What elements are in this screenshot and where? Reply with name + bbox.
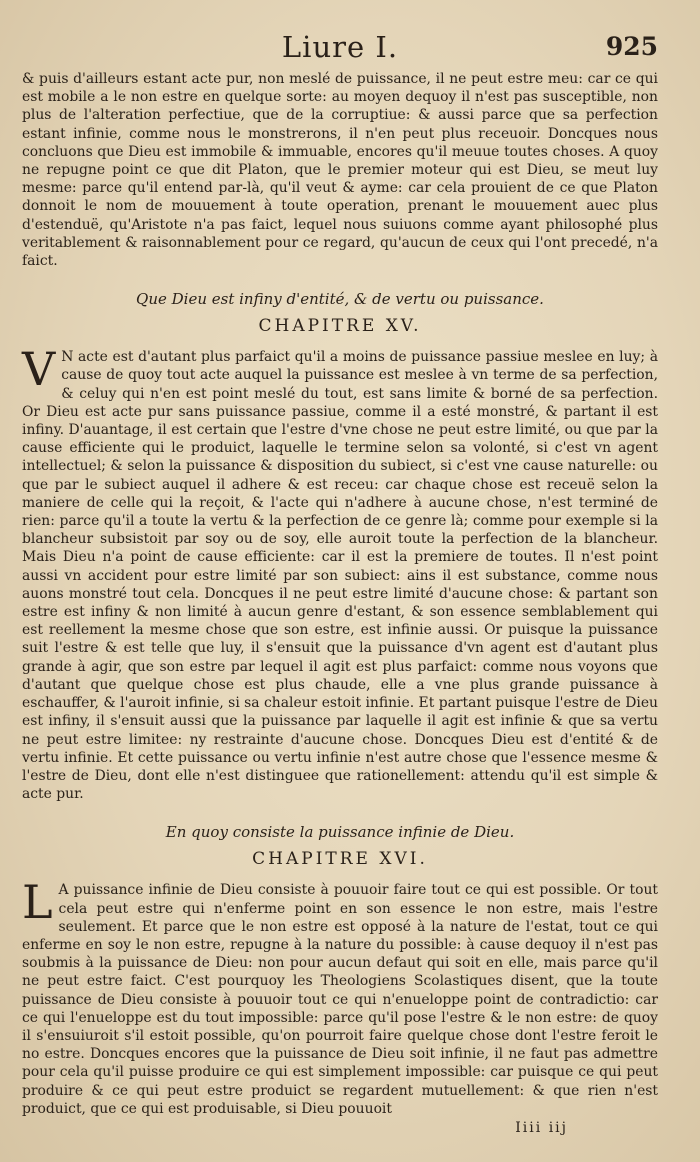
running-title: Liure I. bbox=[281, 30, 399, 64]
paragraph-continued: & puis d'ailleurs estant acte pur, non meslé de puissance, il ne peut estre meu: car ce qui est mobile a le non estre en quelque sorte: au moyen dequoy il n'est pas susceptible, non plus de l'alteration perfectiue, que de la corruptiue: & aussi parce que sa perfection estant infinie, comme nous le monstrerons, il n'en peut plus receuoir. Doncques nous concluons que Dieu est immobile & immuable, encores qu'il meuue toutes choses. A quoy ne repugne point ce que dit Platon, que le premier moteur qui est Dieu, se meut luy mesme: parce qu'il entend par-là, qu'il veut & ayme: car cela prouient de ce que Platon donnoit le nom de mouuement à toute operation, prenant le mouuement auec plus d'estenduë, qu'Aristote n'a pas faict, lequel nous suiuons comme ayant philosophé plus veritablement & raisonnablement pour ce regard, qu'aucun de ceux qui l'ont precedé, n'a faict. bbox=[22, 71, 658, 270]
chapter-xv-heading: CHAPITRE XV. bbox=[258, 316, 422, 337]
dropcap-l: L bbox=[22, 875, 53, 930]
chapter-xv-text: N acte est d'autant plus parfaict qu'il a moins de puissance passiue meslee en luy; à cause de quoy tout acte auquel la puissance est meslee à vn terme de sa perfection, & celuy qui n'en est point meslé du tout, est sans limite & borné de sa perfection. Or Dieu est acte pur sans puissance passiue, comme il a esté monstré, & partant il est infiny. D'auantage, il est certain que l'estre d'vne chose ne peut estre limité, ou que par la cause efficiente qui le produict, laquelle le termine selon sa volonté, si c'est vn agent intellectuel; & selon la puissance & disposition du subiect, si c'est vne cause naturelle: ou que par le subiect auquel il adhere & est receu: car chaque chose est receuë selon la maniere de celle qui la reçoit, & l'acte qui n'adhere à aucune chose, n'est terminé de rien: parce qu'il a toute la vertu & la perfection de ce genre là; comme pour exemple si la blancheur subsistoit par soy ou de soy, elle auroit toute la perfection de la blancheur. Mais Dieu n'a point de cause efficiente: car il est la premiere de toutes. Il n'est point aussi vn accident pour estre limité par son subiect: ains il est substance, comme nous auons monstré tout cela. Doncques il ne peut estre limité d'aucune chose: & partant son estre est infiny & non limité à aucun genre d'estant, & son essence semblablement qui est reellement la mesme chose que son estre, est infinie aussi. Or puisque la puissance suit l'estre & est telle que luy, il s'ensuit que la puissance d'vn agent est d'autant plus grande à agir, que son estre par lequel il agit est plus parfaict: comme nous voyons que d'autant que quelque chose est plus chaude, elle a vne plus grande puissance à eschauffer, & l'auroit infinie, si sa chaleur estoit infinie. Et partant puisque l'estre de Dieu est infiny, il s'ensuit aussi que la puissance par laquelle il agit est infinie & que sa vertu ne peut estre limitee: ny restrainte d'aucune chose. Doncques Dieu est d'entité & de vertu infinie. Et cette puissance ou vertu infinie n'est autre chose que l'essence mesme & l'estre de Dieu, dont elle n'est distinguee que rationellement: attendu qu'il est simple & acte pur. bbox=[22, 349, 658, 803]
chapter-xvi-heading: CHAPITRE XVI. bbox=[252, 849, 428, 870]
chapter-xv-body bbox=[22, 342, 658, 803]
chapter-xvi-text: A puissance infinie de Dieu consiste à pouuoir faire tout ce qui est possible. Or tout cela peut estre qui n'enferme point en son essence le non estre, mais l'estre seulement. Et parce que le non estre est opposé à la nature de l'estat, tout ce qui enferme en soy le non estre, repugne à la nature du possible: à cause dequoy il n'est pas soubmis à la puissance de Dieu: non pour aucun defaut qui soit en elle, mais parce qu'il ne peut estre faict. C'est pourquoy les Theologiens Scolastiques disent, que la toute puissance de Dieu consiste à pouuoir tout ce qui n'enueloppe point de contradictio: car ce qui l'enueloppe est du tout impossible: parce qu'il pose l'estre & le non estre: de quoy il s'ensuiuroit s'il estoit possible, qu'on pourroit faire quelque chose dont l'estre feroit le no estre. Doncques encores que la puissance de Dieu soit infinie, il ne faut pas admettre pour cela qu'il puisse produire ce qui est simplement impossible: car puisque ce qui peut produire & ce qui peut estre produict se regardent mutuellement: & que rien n'est produict, que ce qui est produisable, si Dieu pouuoit bbox=[22, 882, 658, 1117]
section-xvi-title: En quoy consiste la puissance infinie de Dieu. bbox=[165, 823, 515, 842]
chapter-xvi-body bbox=[22, 875, 658, 1118]
dropcap-v: V bbox=[22, 342, 56, 397]
running-head bbox=[22, 30, 658, 72]
section-xv-title: Que Dieu est infiny d'entité, & de vertu ou puissance. bbox=[136, 290, 544, 309]
signature-mark: Iiii iij bbox=[515, 1119, 568, 1136]
page-number: 925 bbox=[605, 32, 658, 61]
